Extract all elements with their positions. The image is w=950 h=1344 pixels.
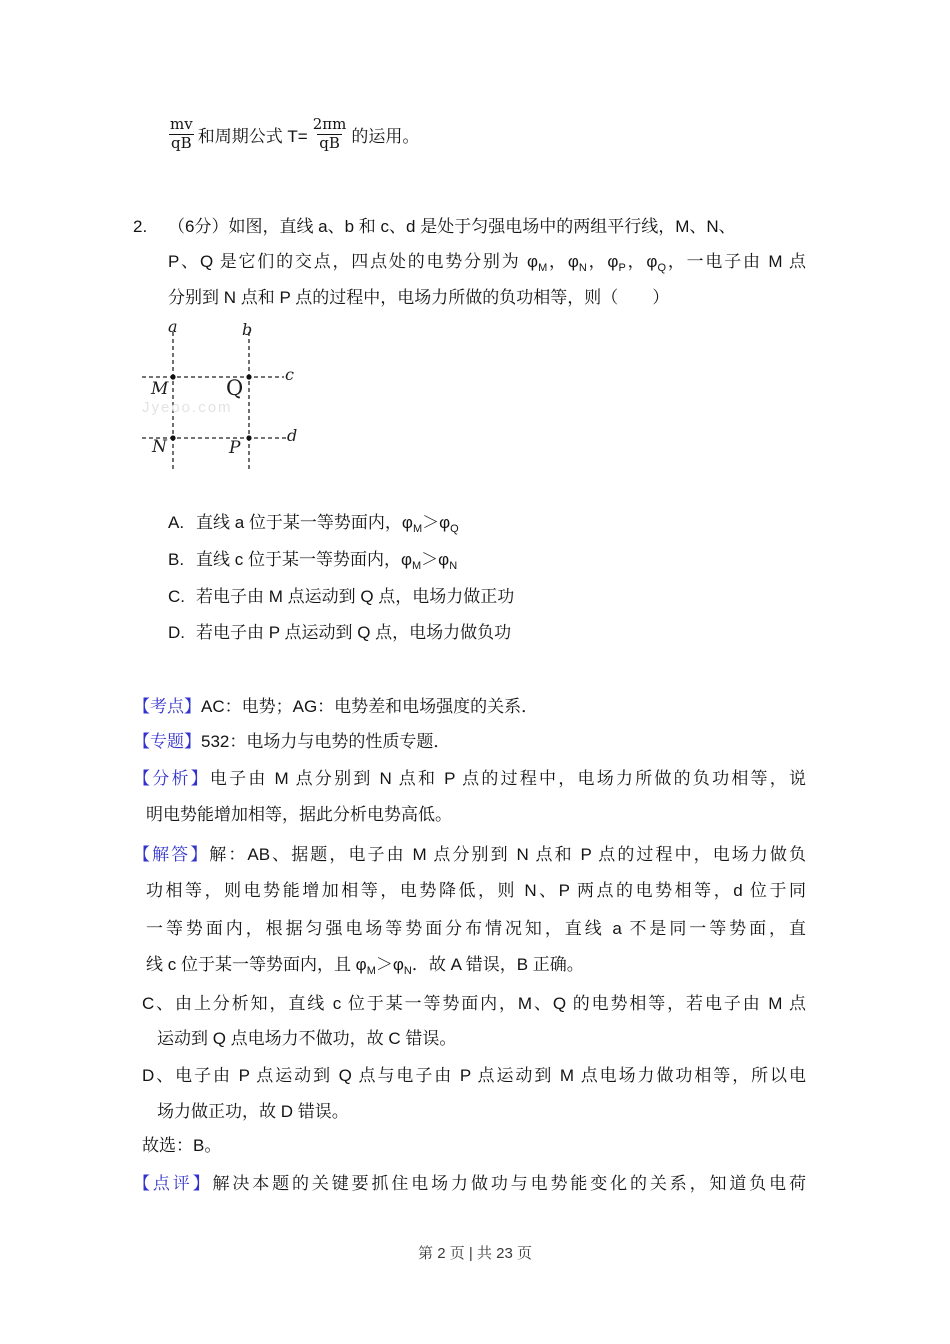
zhuanti-line (133, 731, 806, 753)
option-B (168, 549, 806, 571)
figure-label-d: d (287, 426, 298, 445)
intro-mid-text: 和周期公式 T= (197, 126, 308, 146)
intro-formula-line (168, 102, 419, 166)
jieda-text: 解：AB、据题，电子由 M 点分别到 N 点和 P 点的过程中，电场力做负 (209, 845, 806, 864)
figure-point-Q: Q (226, 376, 244, 400)
fenxi-line-2: 明电势能增加相等，据此分析电势高低。 (146, 805, 452, 824)
zhuanti-tag: 【专题】 (133, 732, 201, 751)
kaodian-text: AC：电势；AG：电势差和电场强度的关系． (201, 697, 539, 716)
watermark-text: Jyeoo.com (142, 399, 233, 416)
figure-label-a: a (168, 317, 178, 336)
intro-suffix-text: 的运用。 (351, 126, 420, 146)
figure-label-c: c (285, 365, 294, 384)
option-D (168, 622, 806, 644)
fenxi-tag: 【分析】 (133, 769, 210, 788)
solution-C-line-2: 运动到 Q 点电场力不做功，故 C 错误。 (157, 1029, 457, 1048)
figure-point-N: N (152, 437, 167, 457)
option-C (168, 586, 806, 608)
jieda-line-2: 功相等，则电势能增加相等，电势降低，则 N、P 两点的电势相等，d 位于同 (146, 881, 806, 900)
answer-line: 故选：B。 (142, 1136, 222, 1155)
question-number: 2. (133, 217, 148, 236)
question-text: （6分）如图，直线 a、b 和 c、d 是处于匀强电场中的两组平行线，M、N、 (168, 217, 736, 236)
jieda-line-4: 线 c 位于某一等势面内，且 $\varphi_M>\varphi_N$．故 A 错误，B 正确。 (146, 955, 584, 977)
electric-field-figure (138, 315, 318, 485)
zhuanti-text: 532：电场力与电势的性质专题． (201, 732, 451, 751)
option-A (168, 512, 806, 534)
fraction-denominator: qB (319, 133, 340, 152)
jieda-tag: 【解答】 (133, 845, 210, 864)
option-B-label: B. (168, 550, 185, 569)
fraction-mv-over-qB (168, 116, 195, 152)
dianping-tag: 【点评】 (133, 1174, 213, 1193)
option-A-label: A. (168, 513, 185, 532)
kaodian-line (133, 696, 806, 718)
page-footer: 第 2 页 | 共 23 页 (418, 1245, 532, 1262)
jieda-line-3: 一等势面内，根据匀强电场等势面分布情况知，直线 a 不是同一等势面，直 (146, 919, 806, 938)
question-line-1 (133, 216, 806, 238)
option-D-text: 若电子由 P 点运动到 Q 点，电场力做负功 (196, 623, 512, 642)
option-C-text: 若电子由 M 点运动到 Q 点，电场力做正功 (196, 587, 515, 606)
option-C-label: C. (168, 587, 185, 606)
figure-label-b: b (242, 320, 253, 339)
figure-point-M: M (151, 379, 169, 399)
option-A-text: 直线 a 位于某一等势面内，$\varphi_M>\varphi_Q$ (196, 513, 459, 535)
fraction-denominator: qB (171, 133, 192, 152)
solution-C-line-1: C、由上分析知，直线 c 位于某一等势面内，M、Q 的电势相等，若电子由 M 点 (142, 994, 806, 1013)
fenxi-text: 电子由 M 点分别到 N 点和 P 点的过程中，电场力所做的负功相等，说 (209, 769, 807, 788)
figure-point-P: P (229, 438, 241, 458)
kaodian-tag: 【考点】 (133, 697, 201, 716)
option-B-text: 直线 c 位于某一等势面内，$\varphi_M>\varphi_N$ (196, 550, 458, 572)
fraction-numerator: 2πm (312, 115, 347, 134)
option-D-label: D. (168, 623, 185, 642)
fenxi-line-1 (133, 768, 806, 790)
dianping-line (133, 1173, 806, 1195)
dianping-text: 解决本题的关键要抓住电场力做功与电势能变化的关系，知道负电荷 (212, 1174, 806, 1193)
solution-D-line-1: D、电子由 P 点运动到 Q 点与电子由 P 点运动到 M 点电场力做功相等，所以电 (142, 1066, 806, 1085)
solution-D-line-2: 场力做正功，故 D 错误。 (157, 1102, 349, 1121)
jieda-line-1 (133, 844, 806, 866)
fraction-2pim-over-qB (311, 116, 349, 152)
fraction-numerator: mv (170, 115, 193, 134)
question-line-3: 分别到 N 点和 P 点的过程中，电场力所做的负功相等，则（ ） (168, 288, 670, 307)
question-line-2: P、Q 是它们的交点，四点处的电势分别为 $\varphi_M$，$\varphi_N$，$\varphi_P$，$\varphi_Q$，一电子由 M 点 (168, 252, 807, 274)
